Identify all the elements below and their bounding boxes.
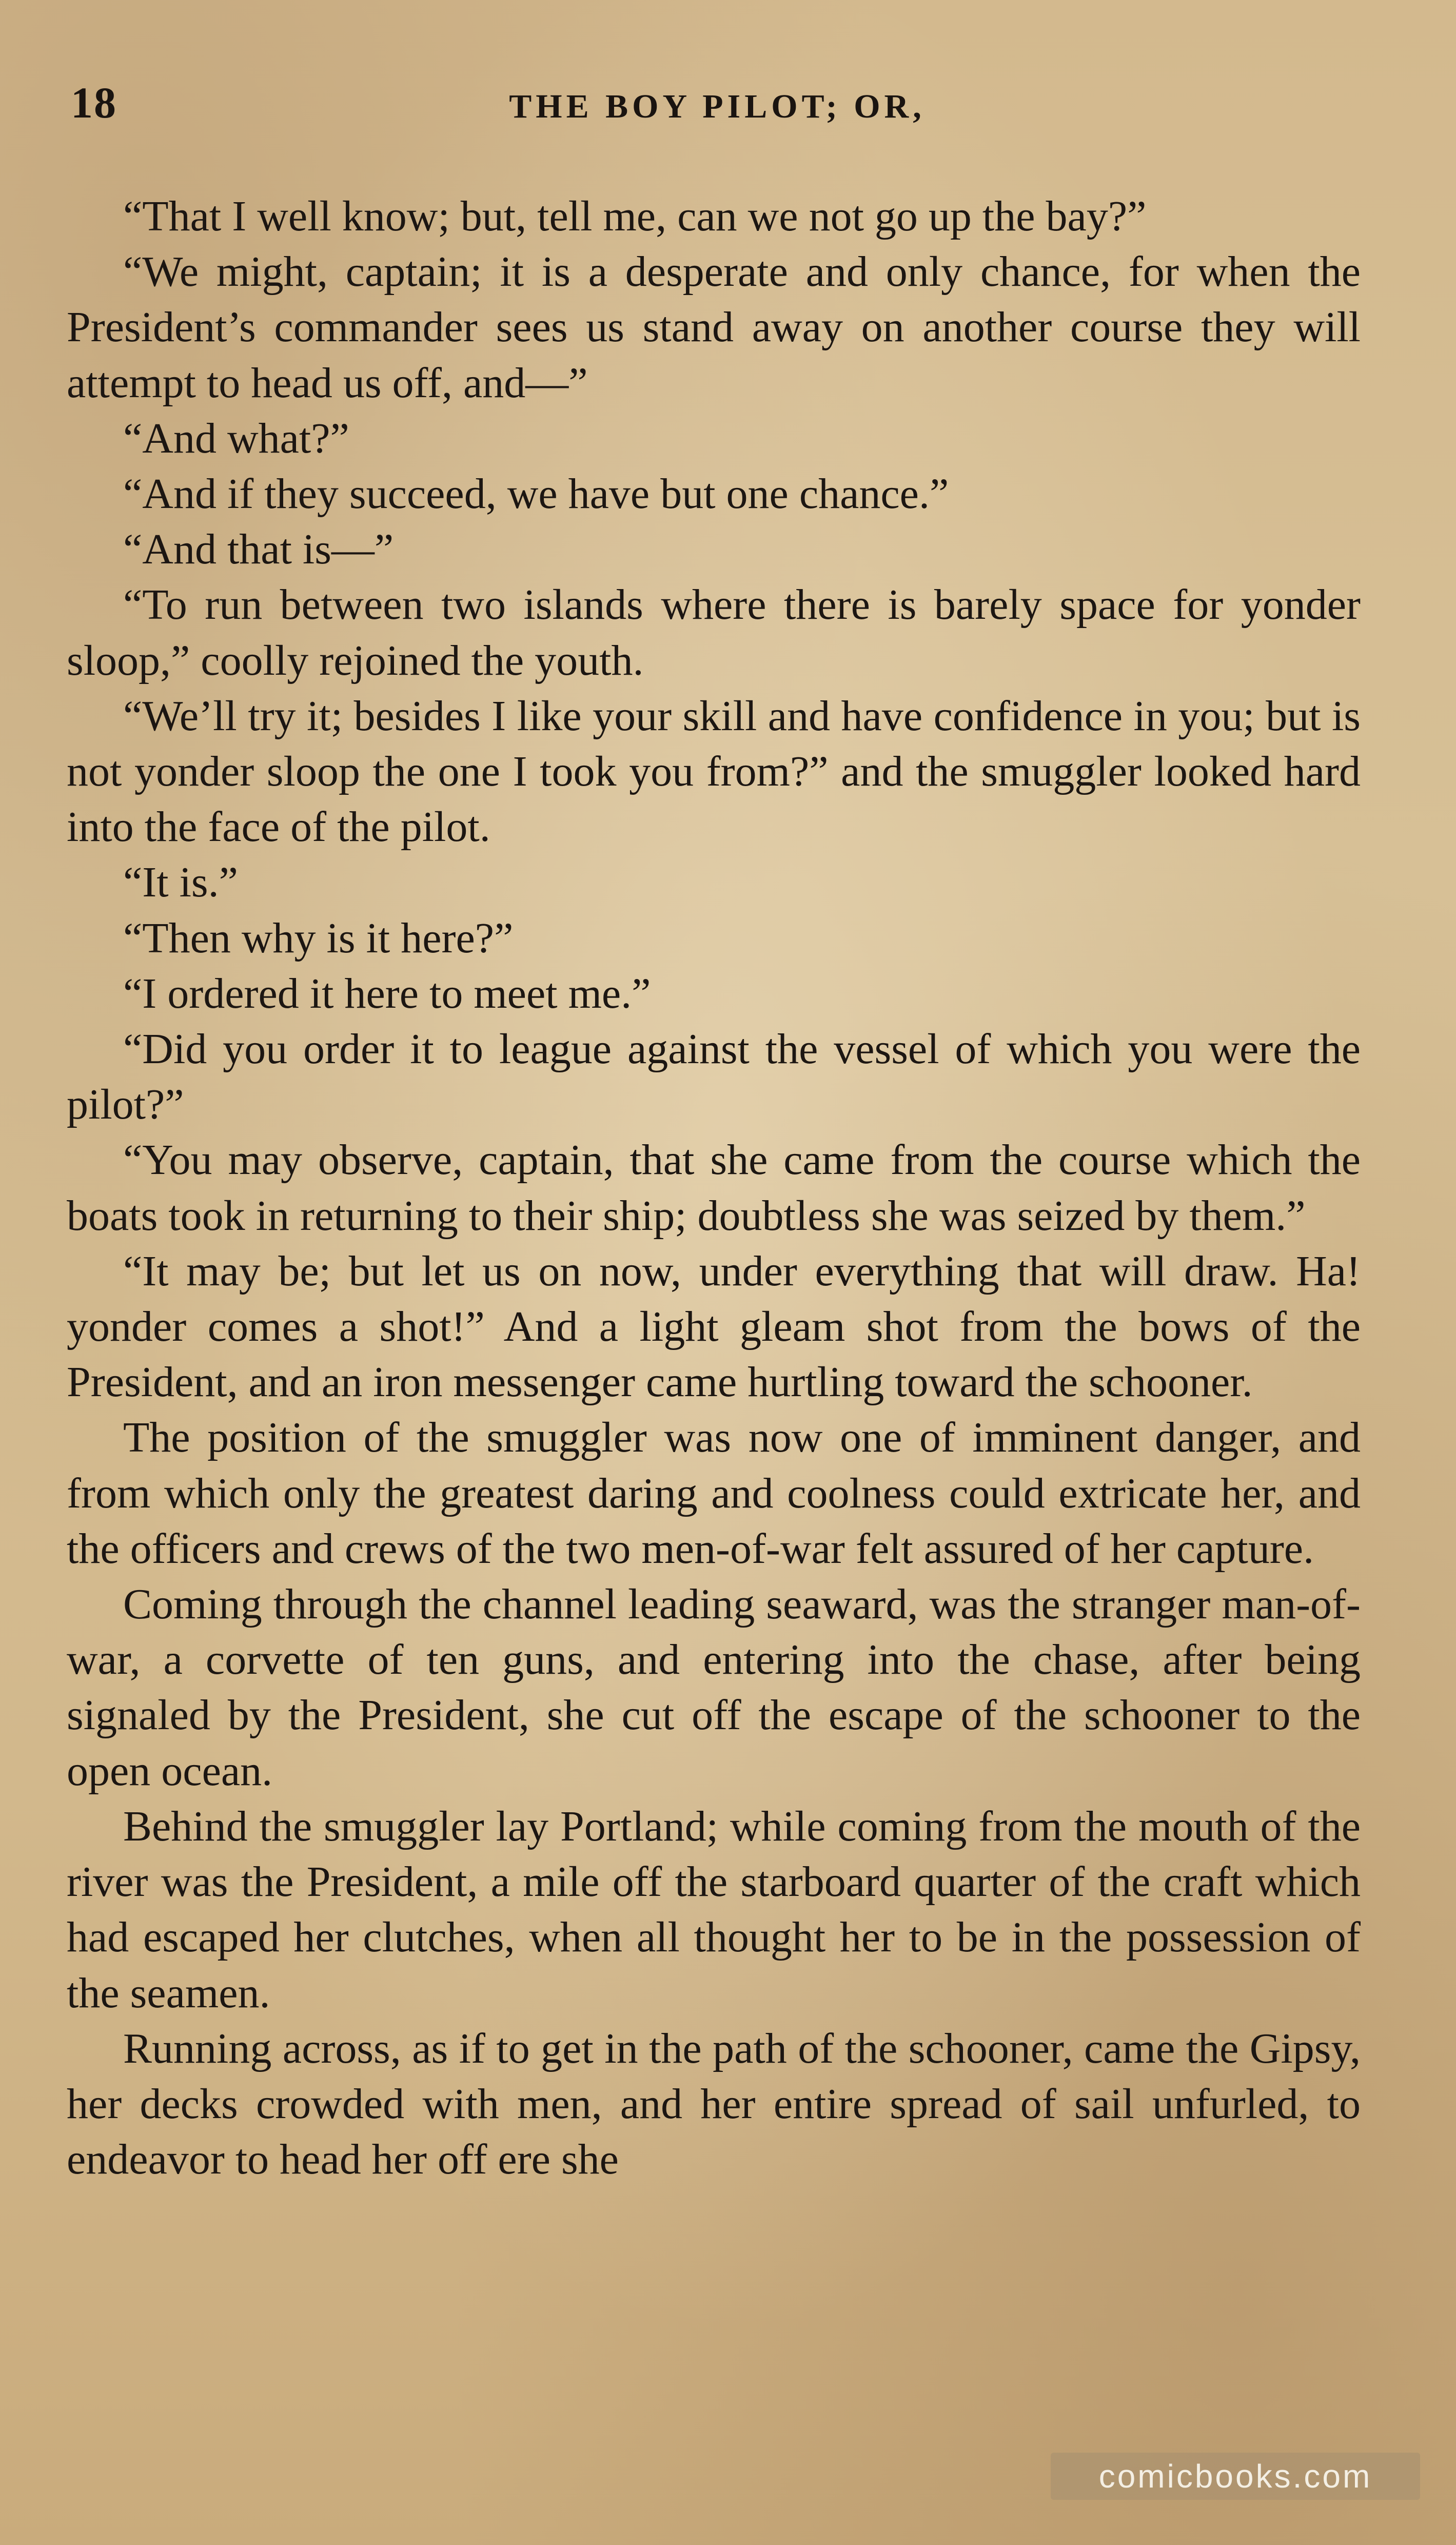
paragraph: “And that is—”	[123, 525, 394, 574]
paragraph: “It is.”	[123, 858, 238, 907]
paragraph: Running across, as if to get in the path of the schooner, came the Gipsy, her decks crowded with men, and her entire spread of sail unfurled, to endeavor to head her off ere she	[67, 2024, 1361, 2184]
paragraph: “And if they succeed, we have but one chance.”	[123, 470, 949, 518]
paragraph: “It may be; but let us on now, under everything that will draw. Ha! yonder comes a shot!” And a light gleam shot from the bows of the President, and an iron messenger came hurtling toward the schooner.	[67, 1247, 1361, 1406]
paragraph: Behind the smuggler lay Portland; while coming from the mouth of the river was the President, a mile off the starboard quarter of the craft which had escaped her clutches, when all thought her to be in the possession of the seamen.	[67, 1802, 1361, 2017]
paragraph: “We might, captain; it is a desperate and only chance, for when the President’s commander sees us stand away on another course they will attempt to head us off, and—”	[67, 248, 1361, 407]
paragraph: “You may observe, captain, that she came from the course which the boats took in returning to their ship; doubtless she was seized by them.”	[67, 1136, 1361, 1240]
page-header	[71, 77, 1364, 133]
paragraph: The position of the smuggler was now one of imminent danger, and from which only the greatest daring and coolness could extricate her, and the officers and crews of the two men-of-war felt assured of her capture.	[67, 1414, 1361, 1573]
paragraph: “Then why is it here?”	[123, 914, 514, 962]
source-watermark: comicbooks.com	[1051, 2453, 1420, 2500]
paragraph: “That I well know; but, tell me, can we not go up the bay?”	[123, 192, 1147, 240]
running-title: THE BOY PILOT; OR,	[509, 88, 926, 125]
paragraph: “I ordered it here to meet me.”	[123, 969, 651, 1017]
paragraph: Coming through the channel leading seaward, was the stranger man-of-war, a corvette of ten guns, and entering into the chase, after being signaled by the President, she cut off the escape of the schooner to the open ocean.	[67, 1580, 1361, 1795]
page-number: 18	[71, 78, 117, 127]
paragraph: “And what?”	[123, 414, 349, 462]
body-text	[67, 189, 1361, 2187]
paragraph: “To run between two islands where there is barely space for yonder sloop,” coolly rejoined the youth.	[67, 581, 1361, 684]
paragraph: “We’ll try it; besides I like your skill and have confidence in you; but is not yonder sloop the one I took you from?” and the smuggler looked hard into the face of the pilot.	[67, 692, 1361, 851]
paragraph: “Did you order it to league against the vessel of which you were the pilot?”	[67, 1025, 1361, 1129]
